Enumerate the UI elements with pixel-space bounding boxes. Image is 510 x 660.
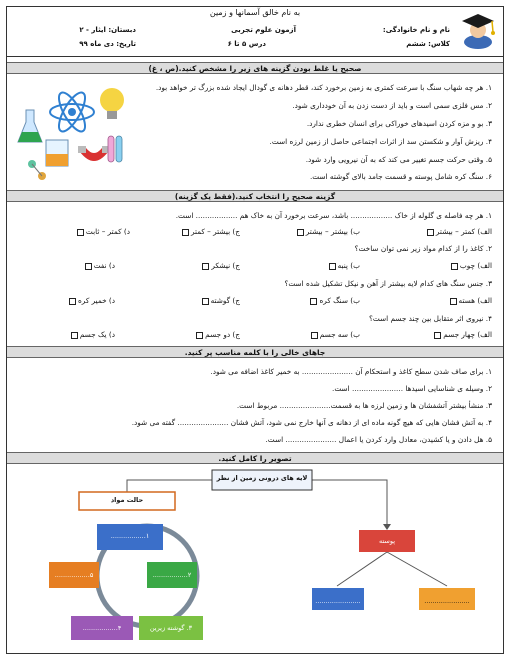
section2-title: گزینه صحیح را انتخاب کنید.(فقط یک گزینه) xyxy=(174,192,336,201)
checkbox[interactable] xyxy=(202,263,209,270)
checkbox[interactable] xyxy=(196,332,203,339)
checkbox[interactable] xyxy=(450,298,457,305)
mc2-option-c[interactable]: ج) نیشکر xyxy=(200,261,240,270)
class-label: کلاس: ششم xyxy=(406,40,450,48)
crust-box-label: پوسته xyxy=(378,537,396,545)
checkbox[interactable] xyxy=(427,229,434,236)
states-box-label: حالت مواد xyxy=(110,496,144,504)
checkbox[interactable] xyxy=(297,229,304,236)
checkbox[interactable] xyxy=(69,298,76,305)
checkbox[interactable] xyxy=(434,332,441,339)
fill-item-1: ۱. برای صاف شدن سطح کاغذ و استحکام آن ...................... به خمیر کاغذ اضافه می شود. xyxy=(210,367,492,376)
tf-item-5: ۵. وقتی حرکت جسم تغییر می کند که به آن نیرویی وارد شود. xyxy=(305,155,492,164)
name-label: نام و نام خانوادگی: xyxy=(382,26,450,34)
checkbox[interactable] xyxy=(77,229,84,236)
mc1-option-b[interactable]: ب) بیشتر – بیشتر xyxy=(295,227,360,236)
mc-question-2: ۲. کاغذ را از کدام مواد زیر نمی توان ساخت؟ xyxy=(354,244,492,253)
cycle-box-2: ۲................. xyxy=(152,571,192,579)
cycle-box-1: ۱................. xyxy=(110,532,150,540)
school-label: دبستان: ایثار - ۲ xyxy=(79,26,136,34)
blank-box-blue: ...................... xyxy=(315,597,361,605)
tf-item-2: ۲. مس فلزی سمی است و باید از دست زدن به آن خودداری شود. xyxy=(292,101,492,110)
checkbox[interactable] xyxy=(202,298,209,305)
mc1-option-c[interactable]: ج) بیشتر – کمتر xyxy=(180,227,240,236)
cycle-box-4: ۴................. xyxy=(82,624,122,632)
checkbox[interactable] xyxy=(311,332,318,339)
tf-item-3: ۳. بو و مزه کردن اسیدهای خوراکی برای انسان خطری ندارد. xyxy=(306,119,492,128)
mc3-option-b[interactable]: ب) سنگ کره xyxy=(308,296,360,305)
mc3-option-a[interactable]: الف) هسته xyxy=(448,296,492,305)
checkbox[interactable] xyxy=(451,263,458,270)
mc-question-3: ۳. جنس سنگ های کدام لایه بیشتر از آهن و نیکل تشکیل شده است؟ xyxy=(284,279,492,288)
header-divider xyxy=(6,56,504,57)
mc-question-1: ۱. هر چه فاصله ی گلوله از خاک .................. باشد، سرعت برخورد آن به خاک هم .................. است. xyxy=(175,211,492,220)
section3-title: جاهای خالی را با کلمه مناسب پر کنید. xyxy=(184,348,326,357)
checkbox[interactable] xyxy=(85,263,92,270)
mc3-option-d[interactable]: د) خمیر کره xyxy=(67,296,115,305)
tf-item-6: ۶. سنگ کره شامل پوسته و قسمت جامد بالای گوشته است. xyxy=(309,172,492,181)
checkbox[interactable] xyxy=(71,332,78,339)
fill-item-3: ۳. منشأ بیشتر آتشفشان ها و زمین لرزه ها به قسمت...................... مربوط است. xyxy=(236,401,492,410)
section4-title: تصویر را کامل کنید. xyxy=(218,454,292,463)
lesson-label: درس ۵ تا ۶ xyxy=(227,40,266,48)
cycle-box-5: ۵................. xyxy=(54,571,94,579)
mc4-option-c[interactable]: ج) دو جسم xyxy=(194,330,240,339)
checkbox[interactable] xyxy=(310,298,317,305)
graduate-icon xyxy=(456,10,500,50)
tf-item-1: ۱. هر چه شهاب سنگ با سرعت کمتری به زمین برخورد کند، قطر دهانه ی گودال ایجاد شده بزرگ تر خواهد بود. xyxy=(155,83,492,92)
blank-box-orange: ...................... xyxy=(424,597,470,605)
checkbox[interactable] xyxy=(182,229,189,236)
fill-item-5: ۵. هل دادن و یا کشیدن، معادل وارد کردن یا اعمال ...................... است. xyxy=(265,435,492,444)
date-label: تاریخ: دی ماه ۹۹ xyxy=(79,40,136,48)
science-clipart xyxy=(12,80,130,184)
mc4-option-b[interactable]: ب) سه جسم xyxy=(309,330,360,339)
mc2-option-b[interactable]: ب) پنبه xyxy=(327,261,360,270)
earth-layers-box-label: لایه های درونی زمین از نظر xyxy=(216,474,308,482)
checkbox[interactable] xyxy=(329,263,336,270)
section1-title: صحیح یا غلط بودن گزینه های زیر را مشخص کنید.(ص ، غ) xyxy=(148,64,362,73)
fill-item-2: ۲. وسیله ی شناسایی اسیدها ...................... است. xyxy=(332,384,492,393)
mc1-option-d[interactable]: د) کمتر – ثابت xyxy=(75,227,130,236)
mc4-option-d[interactable]: د) یک جسم xyxy=(69,330,115,339)
mc2-option-d[interactable]: د) نفت xyxy=(83,261,115,270)
cycle-box-3: ۳. گوشته زیرین xyxy=(149,624,193,632)
tf-item-4: ۴. ریزش آوار و شکستن سد از اثرات اجتماعی حاصل از زمین لرزه است. xyxy=(269,137,492,146)
mc3-option-c[interactable]: ج) گوشته xyxy=(200,296,240,305)
mc-question-4: ۴. نیروی اثر متقابل بین چند جسم است؟ xyxy=(368,314,492,323)
mc2-option-a[interactable]: الف) چوب xyxy=(449,261,492,270)
fill-item-4: ۴. به آتش فشان هایی که هیچ گونه ماده ای از دهانه ی آنها خارج نمی شود، آتش فشان ...................... گفته می شود. xyxy=(131,418,492,427)
mc1-option-a[interactable]: الف) کمتر – بیشتر xyxy=(425,227,492,236)
bismillah: به نام خالق آسمانها و زمین xyxy=(209,8,301,17)
mc4-option-a[interactable]: الف) چهار جسم xyxy=(432,330,492,339)
exam-label: آزمون علوم تجربی xyxy=(231,26,296,34)
